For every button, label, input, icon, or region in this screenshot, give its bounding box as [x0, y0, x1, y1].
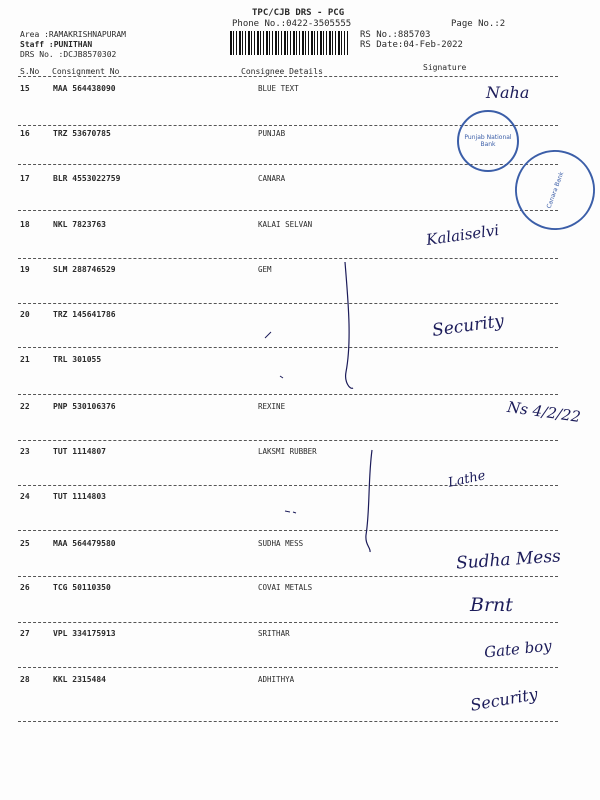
page-number: Page No.:2 — [451, 19, 506, 29]
signature-row-18: Kalaiselvi — [425, 220, 501, 250]
column-header-signature: Signature — [423, 63, 467, 72]
row-sno: 22 — [20, 402, 30, 411]
row-consignee: REXINE — [258, 402, 286, 411]
signature-row-26: Brnt — [470, 594, 513, 616]
row-sno: 18 — [20, 220, 30, 229]
stamp-text: Canara Bank — [545, 170, 565, 210]
row-consignee: COVAI METALS — [258, 583, 313, 592]
row-consignment: TUT 1114803 — [53, 492, 106, 501]
pen-stroke — [280, 376, 283, 378]
row-consignee: SUDHA MESS — [258, 539, 304, 548]
signature-row-20: Security — [430, 311, 506, 341]
row-consignee: SRITHAR — [258, 629, 290, 638]
row-consignment: KKL 2315484 — [53, 675, 106, 684]
row-consignment: TUT 1114807 — [53, 447, 106, 456]
row-sno: 16 — [20, 129, 30, 138]
row-sno: 25 — [20, 539, 30, 548]
row-sno: 26 — [20, 583, 30, 592]
row-consignee: GEM — [258, 265, 272, 274]
row-consignment: PNP 530106376 — [53, 402, 116, 411]
area-label: Area :RAMAKRISHNAPURAM — [20, 30, 126, 39]
row-consignment: SLM 288746529 — [53, 265, 116, 274]
row-consignment: VPL 334175913 — [53, 629, 116, 638]
row-consignment: BLR 4553022759 — [53, 174, 121, 183]
signature-row-25: Sudha Mess — [455, 546, 562, 574]
signature-row-22: Ns 4/2/22 — [506, 397, 582, 427]
row-consignee: ADHITHYA — [258, 675, 295, 684]
staff-label: Staff :PUNITHAN — [20, 40, 93, 49]
row-consignee: LAKSMI RUBBER — [258, 447, 317, 456]
pen-stroke — [285, 511, 296, 513]
column-header-consignment: Consignment No — [52, 67, 120, 76]
row-consignee: CANARA — [258, 174, 286, 183]
row-consignee: PUNJAB — [258, 129, 286, 138]
signature-row-28: Security — [468, 684, 540, 715]
column-header-consignee: Consignee Details — [241, 67, 323, 76]
document-title: TPC/CJB DRS - PCG — [252, 8, 345, 18]
row-sno: 28 — [20, 675, 30, 684]
row-consignment: MAA 564479580 — [53, 539, 116, 548]
row-sno: 17 — [20, 174, 30, 183]
row-sno: 24 — [20, 492, 30, 501]
row-sno: 21 — [20, 355, 30, 364]
row-sno: 27 — [20, 629, 30, 638]
row-consignee: BLUE TEXT — [258, 84, 299, 93]
row-sno: 19 — [20, 265, 30, 274]
pen-stroke — [345, 262, 353, 388]
row-consignment: TRZ 53670785 — [53, 129, 111, 138]
column-header-sno: S.No — [20, 67, 40, 76]
stamp-text: Punjab National Bank — [464, 134, 512, 148]
row-sno: 23 — [20, 447, 30, 456]
row-consignment: MAA 564438090 — [53, 84, 116, 93]
rs-number: RS No.:885703 — [360, 30, 431, 40]
row-sno: 20 — [20, 310, 30, 319]
rs-date: RS Date:04-Feb-2022 — [360, 40, 463, 50]
row-consignment: TRL 301055 — [53, 355, 102, 364]
row-consignment: NKL 7823763 — [53, 220, 106, 229]
row-consignment: TRZ 145641786 — [53, 310, 116, 319]
row-consignee: KALAI SELVAN — [258, 220, 313, 229]
row-sno: 15 — [20, 84, 30, 93]
signature-row-15: Naha — [486, 83, 530, 102]
pen-stroke — [265, 332, 271, 338]
signature-row-27: Gate boy — [483, 636, 553, 662]
row-consignment: TCG 50110350 — [53, 583, 111, 592]
pen-stroke — [366, 450, 372, 552]
signature-row-23: Lathe — [446, 468, 487, 491]
drs-number: DRS No. :DCJB8570302 — [20, 50, 117, 59]
phone-number: Phone No.:0422-3505555 — [232, 19, 352, 29]
